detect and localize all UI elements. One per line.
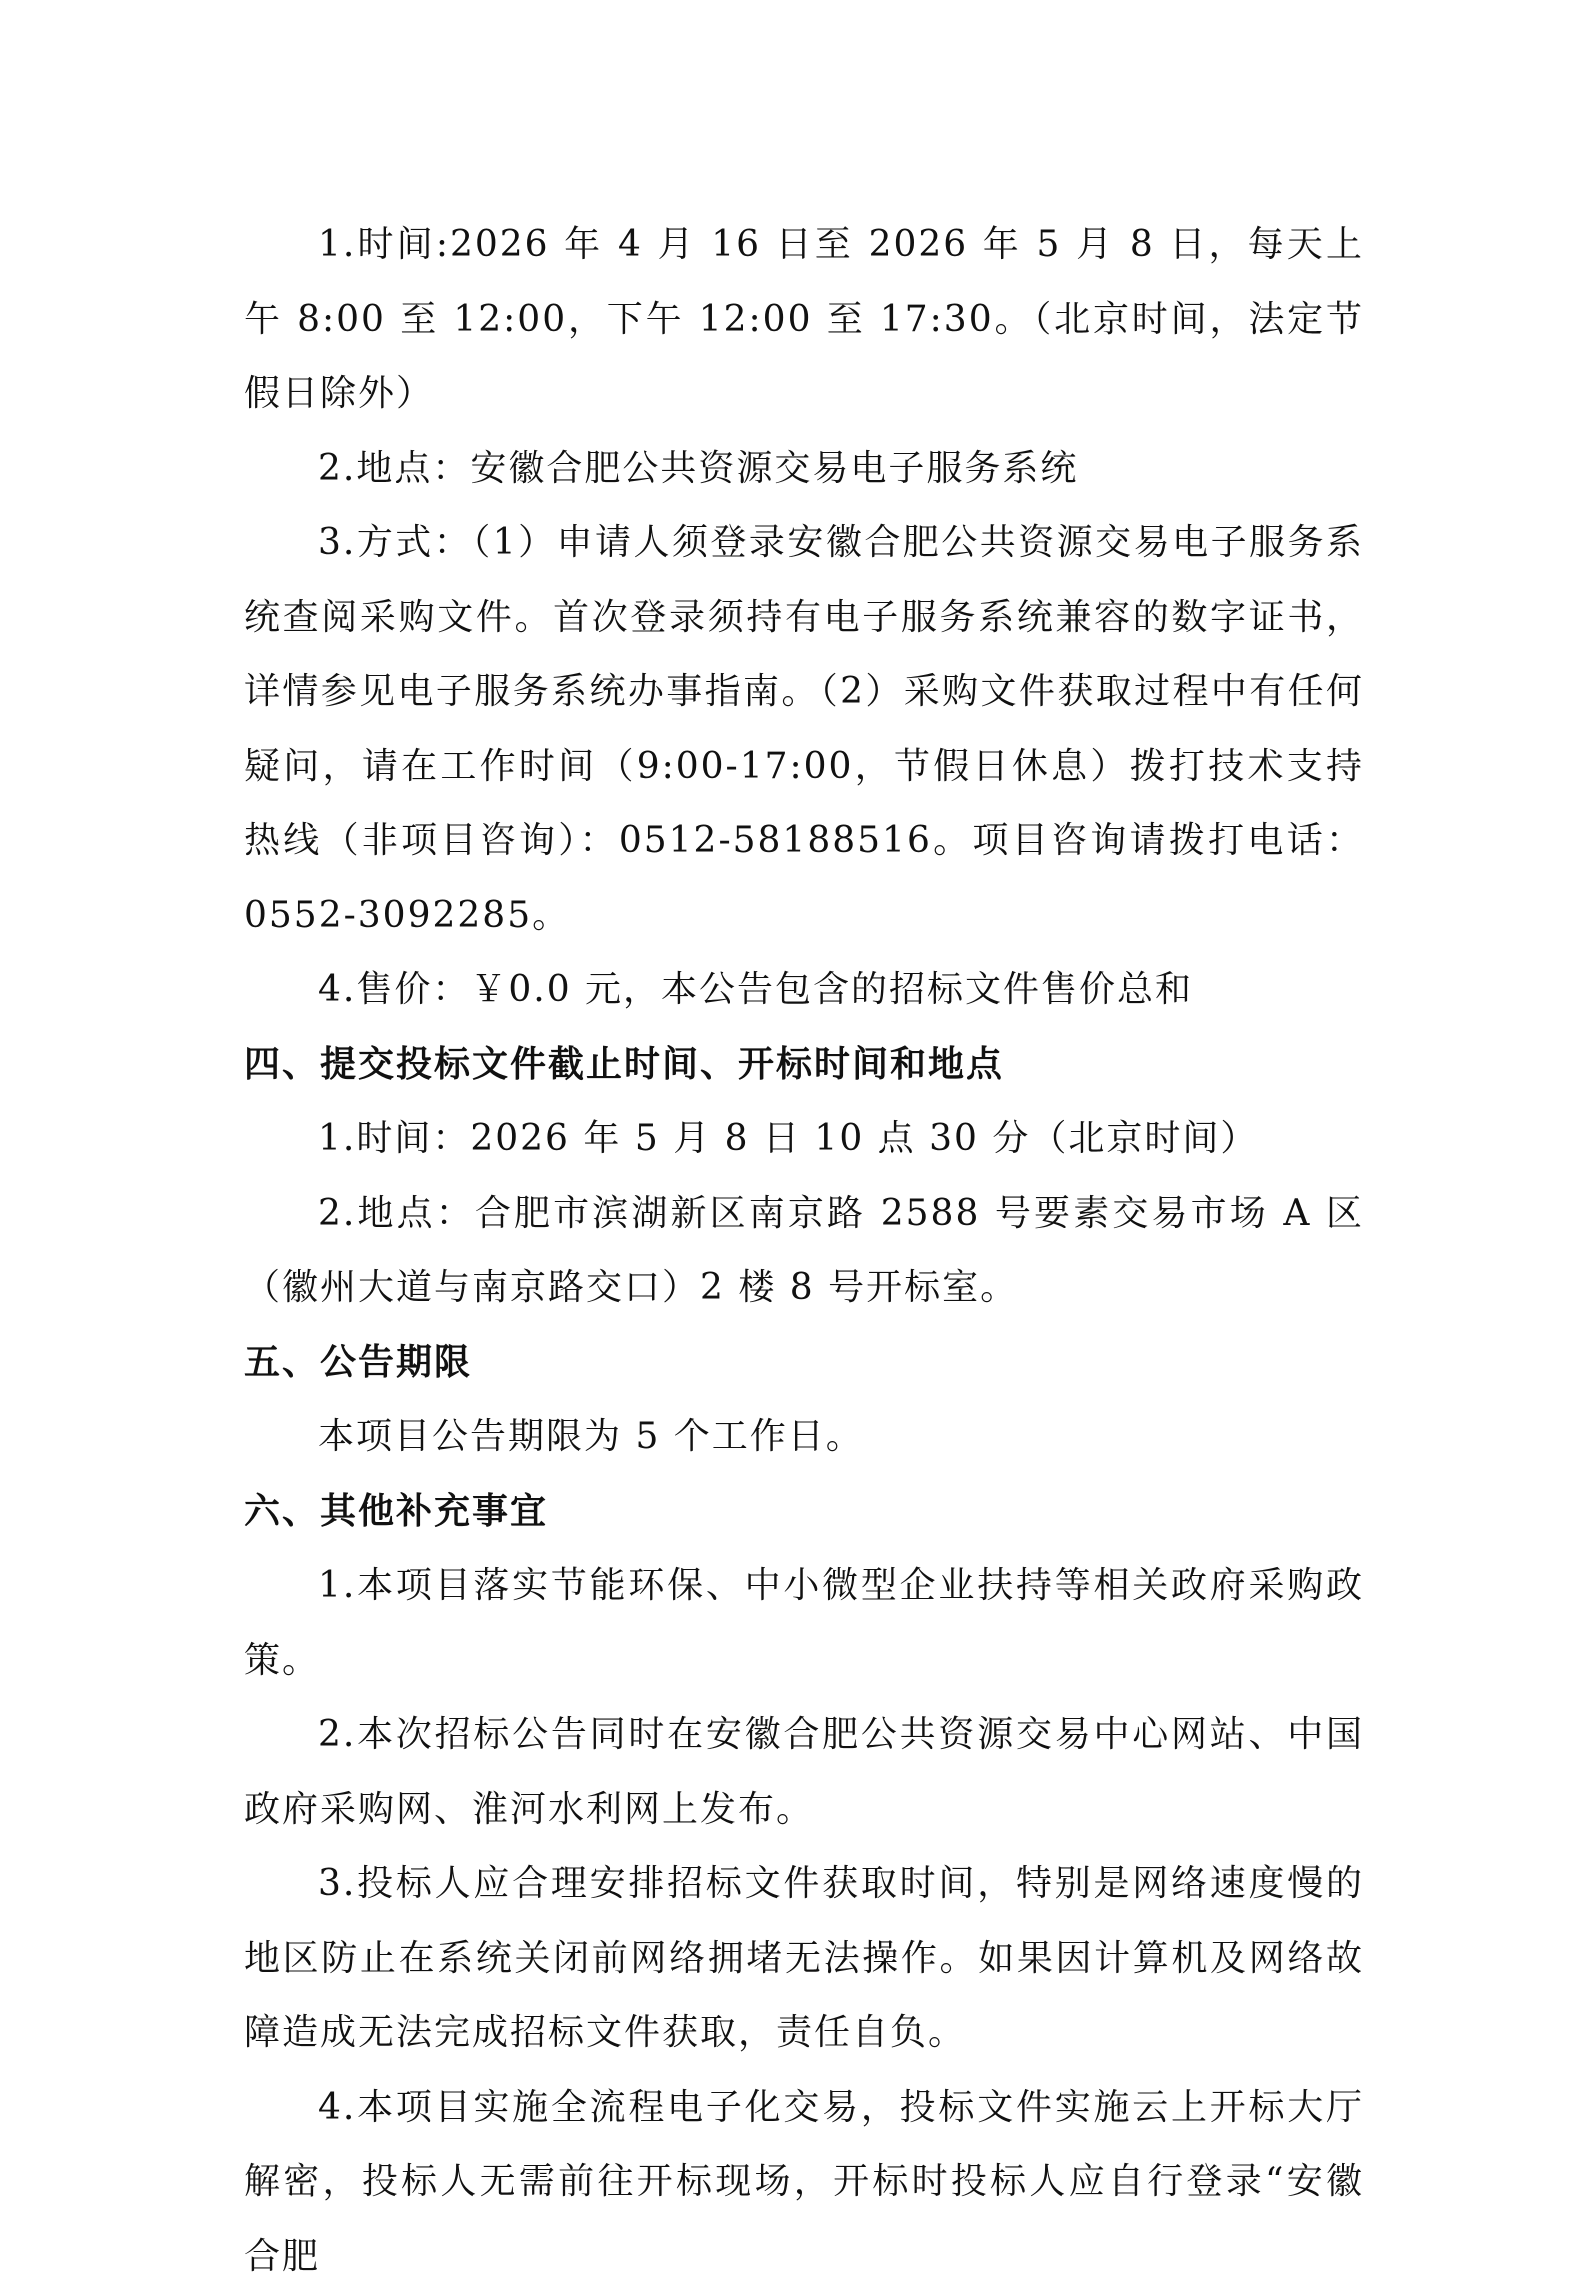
publication-paragraph: 2.本次招标公告同时在安徽合肥公共资源交易中心网站、中国政府采购网、淮河水利网上发布。: [244, 1698, 1364, 1847]
document-content: [244, 208, 1364, 2294]
acquisition-location-paragraph: 2.地点：安徽合肥公共资源交易电子服务系统: [244, 432, 1364, 507]
policy-paragraph: 1.本项目落实节能环保、中小微型企业扶持等相关政府采购政策。: [244, 1549, 1364, 1698]
acquisition-advice-paragraph: 3.投标人应合理安排招标文件获取时间，特别是网络速度慢的地区防止在系统关闭前网络拥堵无法操作。如果因计算机及网络故障造成无法完成招标文件获取，责任自负。: [244, 1847, 1364, 2071]
section-heading-announcement-period: 五、公告期限: [244, 1326, 1364, 1401]
section-heading-other-matters: 六、其他补充事宜: [244, 1475, 1364, 1550]
electronic-bidding-paragraph: 4.本项目实施全流程电子化交易，投标文件实施云上开标大厅解密，投标人无需前往开标现场，开标时投标人应自行登录“安徽合肥: [244, 2071, 1364, 2294]
acquisition-method-paragraph: 3.方式：（1）申请人须登录安徽合肥公共资源交易电子服务系统查阅采购文件。首次登录须持有电子服务系统兼容的数字证书，详情参见电子服务系统办事指南。（2）采购文件获取过程中有任何疑问，请在工作时间（9:00-17:00，节假日休息）拨打技术支持热线（非项目咨询）：0512-58188516。项目咨询请拨打电话：0552-3092285。: [244, 506, 1364, 953]
acquisition-time-paragraph: 1.时间:2026 年 4 月 16 日至 2026 年 5 月 8 日，每天上午 8:00 至 12:00，下午 12:00 至 17:30。（北京时间，法定节假日除外）: [244, 208, 1364, 432]
opening-location-paragraph: 2.地点：合肥市滨湖新区南京路 2588 号要素交易市场 A 区（徽州大道与南京路交口）2 楼 8 号开标室。: [244, 1177, 1364, 1326]
deadline-time-paragraph: 1.时间：2026 年 5 月 8 日 10 点 30 分（北京时间）: [244, 1102, 1364, 1177]
section-heading-deadline: 四、提交投标文件截止时间、开标时间和地点: [244, 1028, 1364, 1103]
announcement-period-paragraph: 本项目公告期限为 5 个工作日。: [244, 1400, 1364, 1475]
price-paragraph: 4.售价：￥0.0 元，本公告包含的招标文件售价总和: [244, 953, 1364, 1028]
